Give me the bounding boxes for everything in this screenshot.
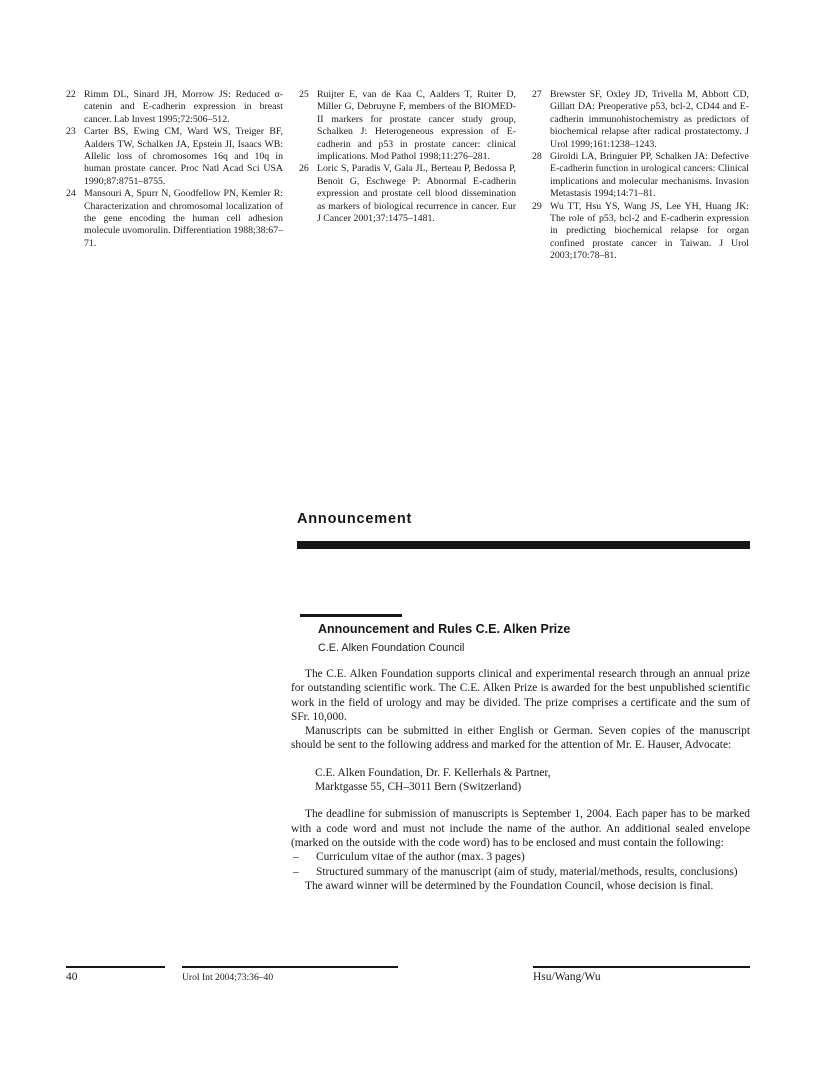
running-head-rule bbox=[533, 966, 750, 968]
reference-number: 22 bbox=[66, 89, 76, 100]
reference-number: 28 bbox=[532, 151, 542, 163]
paragraph-foundation: The C.E. Alken Foundation supports clinical and experimental research through an annual prize for outstanding scientific work. The C.E. Alken Prize is awarded for the best unpublished scientific work in the field of urology and may be divided. The prize comprises a certificate and the sum of SFr. 10,000. bbox=[291, 668, 750, 723]
list-item-text: Curriculum vitae of the author (max. 3 pages) bbox=[316, 851, 525, 864]
reference-item bbox=[532, 89, 749, 151]
list-dash: – bbox=[293, 865, 299, 878]
reference-number: 27 bbox=[532, 89, 542, 100]
article-title: Announcement and Rules C.E. Alken Prize bbox=[318, 622, 571, 636]
reference-text: Loric S, Paradis V, Gala JL, Berteau P, Bedossa P, Benoit G, Eschwege P: Abnormal E-cadherin expression and prostate cell blood dissemination as markers of biological recurrence in cancer. Eur J Cancer 2001;37:1475–1481. bbox=[317, 163, 516, 225]
reference-text: Ruijter E, van de Kaa C, Aalders T, Ruiter D, Miller G, Debruyne F, members of the BIOMED-II markers for prostate cancer study group, Schalken J: Heterogeneous expression of E-cadherin and p53 in prostate cancer: clinical implications. Mod Pathol 1998;11:276–281. bbox=[317, 89, 516, 163]
reference-number: 25 bbox=[299, 89, 309, 100]
article-title-rule bbox=[300, 614, 402, 617]
page-number: 40 bbox=[66, 971, 78, 983]
journal-citation: Urol Int 2004;73:36–40 bbox=[182, 972, 274, 983]
requirements-list bbox=[291, 850, 750, 879]
list-item bbox=[291, 865, 750, 879]
journal-citation-rule bbox=[182, 966, 398, 968]
reference-number: 23 bbox=[66, 126, 76, 138]
address-block bbox=[315, 766, 750, 795]
announcement-section-label: Announcement bbox=[297, 511, 413, 527]
reference-text: Giroldi LA, Bringuier PP, Schalken JA: Defective E-cadherin function in urological cancers: Clinical implications and molecular mechanisms. Invasion Metastasis 1994;14:71–81. bbox=[550, 151, 749, 200]
reference-column-3 bbox=[532, 89, 749, 263]
reference-text: Mansouri A, Spurr N, Goodfellow PN, Kemler R: Characterization and chromosomal localization of the gene encoding the human cell adhesion molecule uvomorulin. Differentiation 1988;38:67–71. bbox=[84, 188, 283, 249]
address-line-2: Marktgasse 55, CH–3011 Bern (Switzerland) bbox=[315, 781, 522, 794]
reference-item bbox=[66, 89, 283, 126]
reference-item bbox=[532, 151, 749, 201]
reference-column-2 bbox=[299, 89, 516, 263]
list-dash: – bbox=[293, 851, 299, 864]
paragraph-deadline: The deadline for submission of manuscripts is September 1, 2004. Each paper has to be marked with a code word and must not include the name of the author. An additional sealed envelope (marked on the outside with the code word) has to be enclosed and must contain the following: bbox=[291, 808, 750, 849]
reference-text: Rimm DL, Sinard JH, Morrow JS: Reduced α-catenin and E-cadherin expression in breast cancer. Lab Invest 1995;72:506–512. bbox=[84, 89, 283, 125]
paragraph-award: The award winner will be determined by the Foundation Council, whose decision is final. bbox=[305, 879, 714, 892]
article-byline: C.E. Alken Foundation Council bbox=[318, 642, 465, 654]
reference-item bbox=[532, 201, 749, 263]
paragraph-manuscripts: Manuscripts can be submitted in either English or German. Seven copies of the manuscript should be sent to the following address and marked for the attention of Mr. E. Hauser, Advocate: bbox=[291, 725, 750, 752]
address-line-1: C.E. Alken Foundation, Dr. F. Kellerhals & Partner, bbox=[315, 766, 551, 779]
reference-number: 24 bbox=[66, 188, 76, 200]
reference-item bbox=[66, 188, 283, 250]
reference-text: Brewster SF, Oxley JD, Trivella M, Abbott CD, Gillatt DA: Preoperative p53, bcl-2, CD44 and E-cadherin immunohistochemistry as predictors of biochemical relapse after radical prostatectomy. J Urol 1999;161:1238–1243. bbox=[550, 89, 749, 150]
reference-number: 26 bbox=[299, 163, 309, 175]
reference-item bbox=[299, 163, 516, 225]
article-body bbox=[291, 667, 750, 893]
reference-text: Wu TT, Hsu YS, Wang JS, Lee YH, Huang JK: The role of p53, bcl-2 and E-cadherin expression in predicting biochemical relapse for organ confined prostate cancer in Taiwan. J Urol 2003;170:78–81. bbox=[550, 200, 749, 262]
list-item bbox=[291, 850, 750, 864]
reference-item bbox=[66, 126, 283, 188]
reference-item bbox=[299, 89, 516, 163]
reference-number: 29 bbox=[532, 200, 542, 212]
running-head-authors: Hsu/Wang/Wu bbox=[533, 971, 601, 983]
page-number-rule bbox=[66, 966, 165, 968]
references-section bbox=[66, 89, 750, 263]
section-divider-bar bbox=[297, 541, 750, 549]
reference-column-1 bbox=[66, 89, 283, 263]
reference-text: Carter BS, Ewing CM, Ward WS, Treiger BF, Aalders TW, Schalken JA, Epstein JI, Isaacs WB: Allelic loss of chromosomes 16q and 10q in human prostate cancer. Proc Natl Acad Sci USA 1990;87:8751–8755. bbox=[84, 126, 283, 187]
list-item-text: Structured summary of the manuscript (aim of study, material/methods, results, conclusions) bbox=[316, 865, 738, 878]
